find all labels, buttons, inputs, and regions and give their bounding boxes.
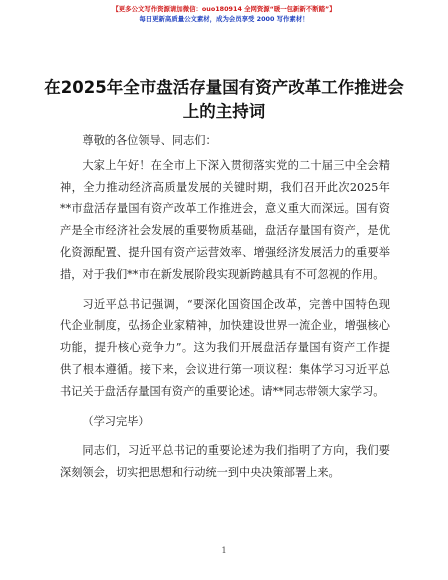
paragraph-quote: 习近平总书记强调，“要深化国资国企改革，完善中国特色现代企业制度，弘扬企业家精神，加快建设世界一流企业，增强核心功能，提升核心竞争力”。这为我们开展盘活存量国有资产工作提供了根本遵循。接下来，会议进行第一项议程：集体学习习近平总书记关于盘活存量国有资产的重要论述。请**同志带领大家学习。 [60,297,390,398]
promo-line-1: 【更多公文写作资源请加微信：ouo180914 全网资源“暖一包新新不断踏”】 [112,5,336,13]
paragraph-opening: 大家上午好！在全市上下深入贯彻落实党的二十届三中全会精神，全力推动经济高质量发展的关键时期，我们召开此次2025年**市盘活存量国有资产改革工作推进会，意义重大而深远。国有资产是全市经济社会发展的重要物质基础，盘活存量国有资产，是优化资源配置、提升国有资产运营效率、增强经济发展活力的重要举措，对于我们**市在新发展阶段实现新跨越具有不可忽视的作用。 [60,158,390,281]
document-title: 在2025年全市盘活存量国有资产改革工作推进会上的主持词 [44,78,404,121]
paragraph-study-complete: （学习完毕） [82,414,150,428]
document-body [60,130,390,484]
paragraph-closing: 同志们，习近平总书记的重要论述为我们指明了方向，我们要深刻领会，切实把思想和行动统一到中央决策部署上来。 [60,444,390,480]
page-number: 1 [221,546,227,555]
promo-banner [0,4,448,24]
promo-line-2: 每日更新高质量公文素材，成为会员享受 2000 写作素材！ [139,15,309,23]
salutation: 尊敬的各位领导、同志们： [82,134,217,147]
